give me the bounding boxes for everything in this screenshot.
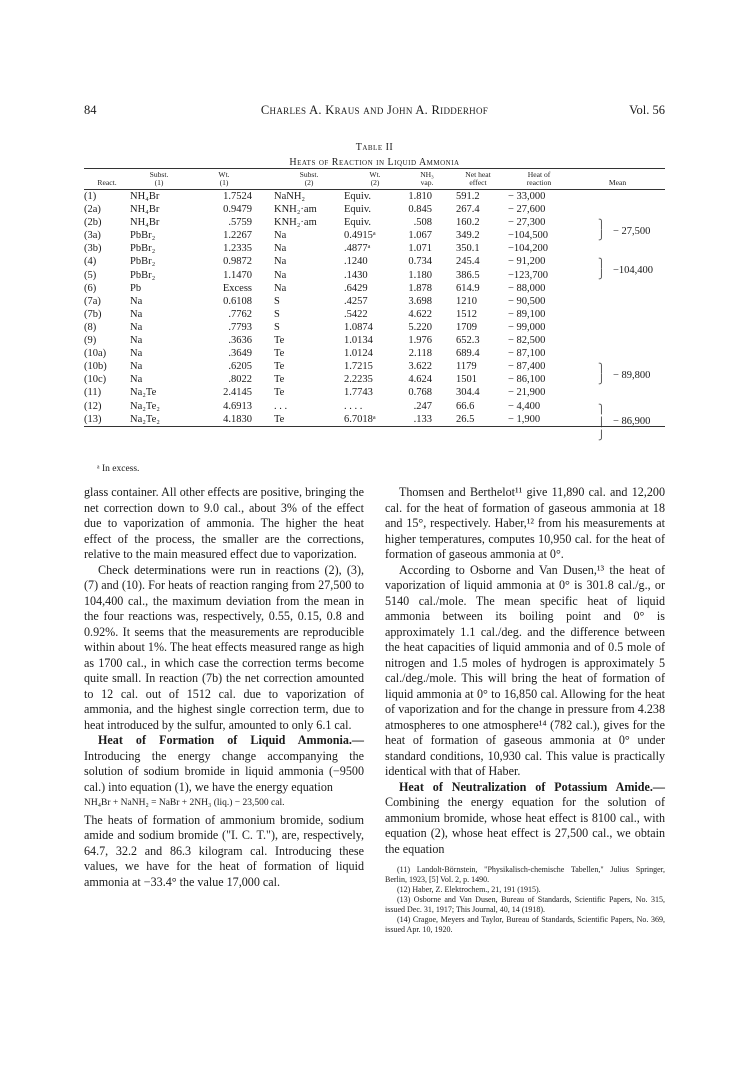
table-cell: 1210 [456,295,477,307]
table-row [84,360,665,373]
table-cell [570,400,665,413]
table-cell: 386.5 [456,269,480,281]
column-header: Net heat effect [448,169,508,190]
table-cell: 1.067 [408,230,432,242]
table-cell: 1.7743 [344,387,373,399]
table-cell: .7793 [228,321,252,333]
table-cell: Te [274,348,285,360]
paragraph: Thomsen and Berthelot¹¹ give 11,890 cal. and 12,200 cal. for the heat of formation of gaseous ammonia at 18 and 15°, respectively. Haber,¹² from his measurements at higher temperatures, computes 10,950 cal. for the heat of formation of gaseous ammonia at 0°. [385,485,665,561]
table-cell [570,203,665,216]
table-cell: Na₂Te₂ [130,400,160,412]
table-cell: .508 [413,217,432,229]
table-cell: Na [130,321,143,333]
table-cell: − 27,600 [508,204,546,216]
footnote: (11) Landolt-Börnstein, "Physikalisch-chemische Tabellen," Julius Springer, Berlin, 1923, [5] Vol. 2, p. 1490. [385,865,665,884]
table-cell: NH₄Br [130,204,160,216]
table-cell: 1.071 [408,243,432,255]
table-cell [570,295,665,308]
table-cell: KNH₂·am [274,217,317,229]
table-cell: − 82,500 [508,335,546,347]
paragraph: According to Osborne and Van Dusen,¹³ the heat of vaporization of liquid ammonia at 0° is 301.8 cal./g., or 5140 cal./mole. The mean specific heat of liquid ammonia between its boiling point and 0° is approximately 1.1 cal./deg. and the difference between the heat capacities of liquid ammonia and of 0.5 mole of nitrogen and 1.5 moles of hydrogen is approximately 5 cal./deg./mole. This will bring the heat of formation of liquid ammonia at 0° to 16,850 cal. Allowing for the heat of vaporization and for the change in pressure from 4.238 atmospheres to one atmosphere¹⁴ (782 cal.), gives for the heat of formation of gaseous ammonia at 0° under standard conditions, 10,930 cal. This value is practically identical with that of Haber. [385,562,665,778]
table-cell: .1240 [344,256,368,268]
table-cell: − 21,900 [508,387,546,399]
table-cell: S [274,295,280,307]
table-cell: Pb [130,282,142,294]
volume-label: Vol. 56 [629,103,665,117]
table-row [84,242,665,255]
table-cell: 5.220 [408,321,432,333]
table-row [84,203,665,216]
table-cell: .5759 [228,217,252,229]
table-cell: Na [130,361,143,373]
table-cell: .133 [406,413,448,427]
table-cell: (5) [84,269,97,281]
table-cell: Na [130,374,143,386]
column-header: Wt. (1) [188,169,260,190]
table-cell: 267.4 [456,204,480,216]
left-column [84,485,364,890]
table-row [84,295,665,308]
table-cell: .4257 [344,295,368,307]
table-cell [570,347,665,360]
table-cell: Equiv. [344,191,372,202]
table-cell: − 87,100 [508,348,546,360]
table-cell: 66.6 [456,400,475,412]
footnote: (13) Osborne and Van Dusen, Bureau of Standards, Scientific Papers, No. 315, issued Dec. 31, 1917; This Journal, 40, 14 (1918). [385,895,665,914]
table-cell: (8) [84,321,97,333]
table-cell: 591.2 [456,191,480,202]
table-cell: 0.6108 [223,295,252,307]
table-row [84,255,665,268]
table-cell: 652.3 [456,335,480,347]
table-cell: Excess [222,282,252,294]
table-cell: 349.2 [456,230,480,242]
table-cell: 1709 [456,321,477,333]
column-header: Subst. (1) [130,169,188,190]
table-cell: Na [130,335,143,347]
table-cell: S [274,308,280,320]
mean-value: − 27,500 [613,226,651,237]
column-header: Subst. (2) [260,169,344,190]
mean-value: − 89,800 [613,370,651,381]
table-cell: Te [274,374,285,386]
table-cell: Equiv. [344,217,372,229]
table-cell: .5422 [344,308,368,320]
table-cell: Na [274,243,287,255]
table-cell [570,190,665,204]
table-cell: 1.0874 [344,321,373,333]
table-cell: 1.2267 [223,230,252,242]
table-cell: Na [130,295,143,307]
table-cell: NaNH₂ [274,191,306,202]
table-cell: . . . [274,400,288,412]
table-cell: 3.698 [408,295,432,307]
table-row [84,282,665,295]
table-cell: (1) [84,191,97,202]
table-cell: − 87,400 [508,361,546,373]
table-cell: .7762 [228,308,252,320]
table-cell: 0.4915ᵃ [344,230,376,242]
table-cell: 1.180 [408,269,432,281]
paragraph: The heats of formation of ammonium bromide, sodium amide and sodium bromide ("I. C. T."), are, respectively, 64.7, 32.2 and 86.3 kilogram cal. Introducing these values, we have for the heat of formation of liquid ammonia at −33.4° the value 17,000 cal. [84,812,364,889]
table-cell: .3649 [228,348,252,360]
table-cell: (6) [84,282,97,294]
table-row [84,400,665,413]
section-heading: Heat of Neutralization of Potassium Amide.— [399,779,665,794]
table-cell: .3636 [228,335,252,347]
equation: NH₄Br + NaNH₂ = NaBr + 2NH₃ (liq.) − 23,500 cal. [84,798,285,808]
table-cell: − 99,000 [508,321,546,333]
table-cell: 26.5 [448,413,508,427]
table-cell: NH₄Br [130,191,160,202]
table-cell: (12) [84,400,102,412]
table-cell: 2.2235 [344,374,373,386]
table-cell: − 27,300 [508,217,546,229]
paragraph-text: Combining the energy equation for the solution of ammonium bromide, whose heat effect is 8100 cal., with equation (2), whose heat effect is 27,500 cal., we obtain the equation [385,795,665,856]
table-cell: Na₂Te₂ [130,413,188,427]
table-cell: 1.0124 [344,348,373,360]
heats-table [84,168,665,440]
table-caption: Heats of Reaction in Liquid Ammonia [289,157,460,168]
table-cell: (10a) [84,348,107,360]
table-cell: Te [274,335,285,347]
bracket-3: ⎫ ⎭ [598,258,605,279]
table-cell: .6205 [228,361,252,373]
column-header: NH₃ vap. [406,169,448,190]
table-cell: − 88,000 [508,282,546,294]
table-cell: 1512 [456,308,477,320]
table-header-row [84,169,665,190]
table-cell: − 90,500 [508,295,546,307]
table-row [84,386,665,399]
table-cell: Te [274,361,285,373]
table-row [84,373,665,386]
table-row [84,216,665,229]
table-cell: 614.9 [456,282,480,294]
table-cell: 160.2 [456,217,480,229]
footnote: (14) Cragoe, Meyers and Taylor, Bureau of Standards, Scientific Papers, No. 369, issued Apr. 10, 1920. [385,915,665,934]
table-cell: Te [260,413,344,427]
table-cell: NH₄Br [130,217,160,229]
table-cell: (11) [84,387,102,399]
table-cell: − 91,200 [508,256,546,268]
table-cell: − 86,100 [508,374,546,386]
table-cell: 350.1 [456,243,480,255]
table-cell: 1.976 [408,335,432,347]
mean-value: − 86,900 [613,416,651,427]
bracket-10: ⎫ ⎪ ⎭ [598,404,605,440]
table-cell: .247 [413,400,432,412]
table-cell: 4.6913 [223,400,252,412]
table-cell: 1.0134 [344,335,373,347]
table-cell: .4877ᵃ [344,243,371,255]
right-column [385,485,665,935]
table-cell: (10c) [84,374,107,386]
table-cell: PbBr₂ [130,243,156,255]
section-heading: Heat of Formation of Liquid Ammonia.— [98,733,364,747]
table-cell: Na [274,230,287,242]
table-cell: 1.7524 [223,191,252,202]
column-header: Mean [570,169,665,190]
table-row [84,347,665,360]
table-cell: 1179 [456,361,477,373]
table-cell: (2b) [84,217,102,229]
table-cell: 2.4145 [223,387,252,399]
table-cell: (10b) [84,361,107,373]
table-cell: 1.810 [408,191,432,202]
table-cell: 6.7018ᵃ [344,413,406,427]
table-cell: 0.768 [408,387,432,399]
running-title: Charles A. Kraus and John A. Ridderhof [260,103,489,117]
table-cell: (9) [84,335,97,347]
table-cell: −104,500 [508,230,549,242]
table-footnote: ᵃ In excess. [97,464,140,474]
table-cell: Na [130,308,143,320]
footnote: (12) Haber, Z. Elektrochem., 21, 191 (1915). [397,885,541,894]
table-cell: (4) [84,256,97,268]
table-cell: − 89,100 [508,308,546,320]
table-cell: 0.845 [408,204,432,216]
column-header: React. [84,169,130,190]
table-cell: PbBr₂ [130,269,156,281]
paragraph: glass container. All other effects are positive, bringing the net correction down to 9.0 cal., about 3% of the effect due to vaporization of ammonia. The higher the heat effect of the process, the smaller are the corrections, relative to the main measured effect due to vaporization. [84,485,364,561]
table-row [84,308,665,321]
table-cell: 1501 [456,374,477,386]
table-cell: 0.734 [408,256,432,268]
table-cell: 4.622 [408,308,432,320]
table-cell: Na [274,282,287,294]
bracket-7: ⎫ ⎭ [598,363,605,384]
table-cell: 1.878 [408,282,432,294]
table-cell: 245.4 [456,256,480,268]
table-cell: .6429 [344,282,368,294]
table-row [84,269,665,282]
table-cell: 304.4 [456,387,480,399]
table-cell: (7a) [84,295,101,307]
table-cell: − 1,900 [508,413,570,427]
table-cell: (7b) [84,308,102,320]
table-cell: 0.9479 [223,204,252,216]
paragraph: Check determinations were run in reactions (2), (3), (7) and (10). For heats of reaction ranging from 27,500 to 104,400 cal., the maximum deviation from the mean in the four reactions was, respectively, 0.55, 0.15, 0.8 and 0.92%. It seems that the measurements are reproducible within about 1%. The heat effects measured range as high as 1700 cal., in which case the correction terms become quite small. In reaction (7b) the net correction amounted to 12 cal. out of 1512 cal. due to vaporization of ammonia, and the highest single correction term, due to heat introduced by the sulfur, amounted to only 6.1 cal. [84,562,364,732]
table-label: Table II [355,142,394,153]
table-row [84,190,665,204]
table-cell [570,242,665,255]
table-cell [570,282,665,295]
table-cell: (2a) [84,204,101,216]
table-cell: Na [274,256,287,268]
table-cell: S [274,321,280,333]
table-cell: (3a) [84,230,101,242]
table-cell [570,308,665,321]
table-cell: Na [274,269,287,281]
table-cell: 2.118 [408,348,432,360]
table-cell: . . . . [344,400,363,412]
table-body [84,190,665,427]
table-cell: −123,700 [508,269,549,281]
table-cell: − 33,000 [508,191,546,202]
table-cell: − 4,400 [508,400,541,412]
paragraph [84,733,364,795]
table-cell: 1.1470 [223,269,252,281]
running-header [84,103,665,121]
table-row [84,229,665,242]
table-cell: 689.4 [456,348,480,360]
table-row [84,413,665,427]
table-cell: PbBr₂ [130,230,156,242]
table-cell: (3b) [84,243,102,255]
table-cell: KNH₂·am [274,204,317,216]
table-cell [570,334,665,347]
table-row [84,334,665,347]
table-cell: 3.622 [408,361,432,373]
table-cell: Na [130,348,143,360]
table-cell: Te [274,387,285,399]
table-cell: Na₂Te [130,387,157,399]
table-cell: .1430 [344,269,368,281]
table-cell: 4.624 [408,374,432,386]
column-header: Wt. (2) [344,169,406,190]
table-cell: .8022 [228,374,252,386]
paragraph [385,780,665,858]
page-number: 84 [84,103,97,117]
table-cell: 0.9872 [223,256,252,268]
paragraph-text: Introducing the energy change accompanying the solution of sodium bromide in liquid ammonia (−9500 cal.) into equation (1), we have the energy equation [84,748,364,794]
bracket-2: ⎫ ⎭ [598,219,605,240]
table-cell: 4.1830 [188,413,260,427]
table-cell: 1.2335 [223,243,252,255]
table-cell: Equiv. [344,204,372,216]
table-cell: 1.7215 [344,361,373,373]
table-cell [570,386,665,399]
table-row [84,321,665,334]
table-cell: −104,200 [508,243,549,255]
column-header: Heat of reaction [508,169,570,190]
table-cell: PbBr₂ [130,256,156,268]
mean-value: −104,400 [613,265,654,276]
table-cell: (13) [84,413,130,427]
table-cell [570,321,665,334]
